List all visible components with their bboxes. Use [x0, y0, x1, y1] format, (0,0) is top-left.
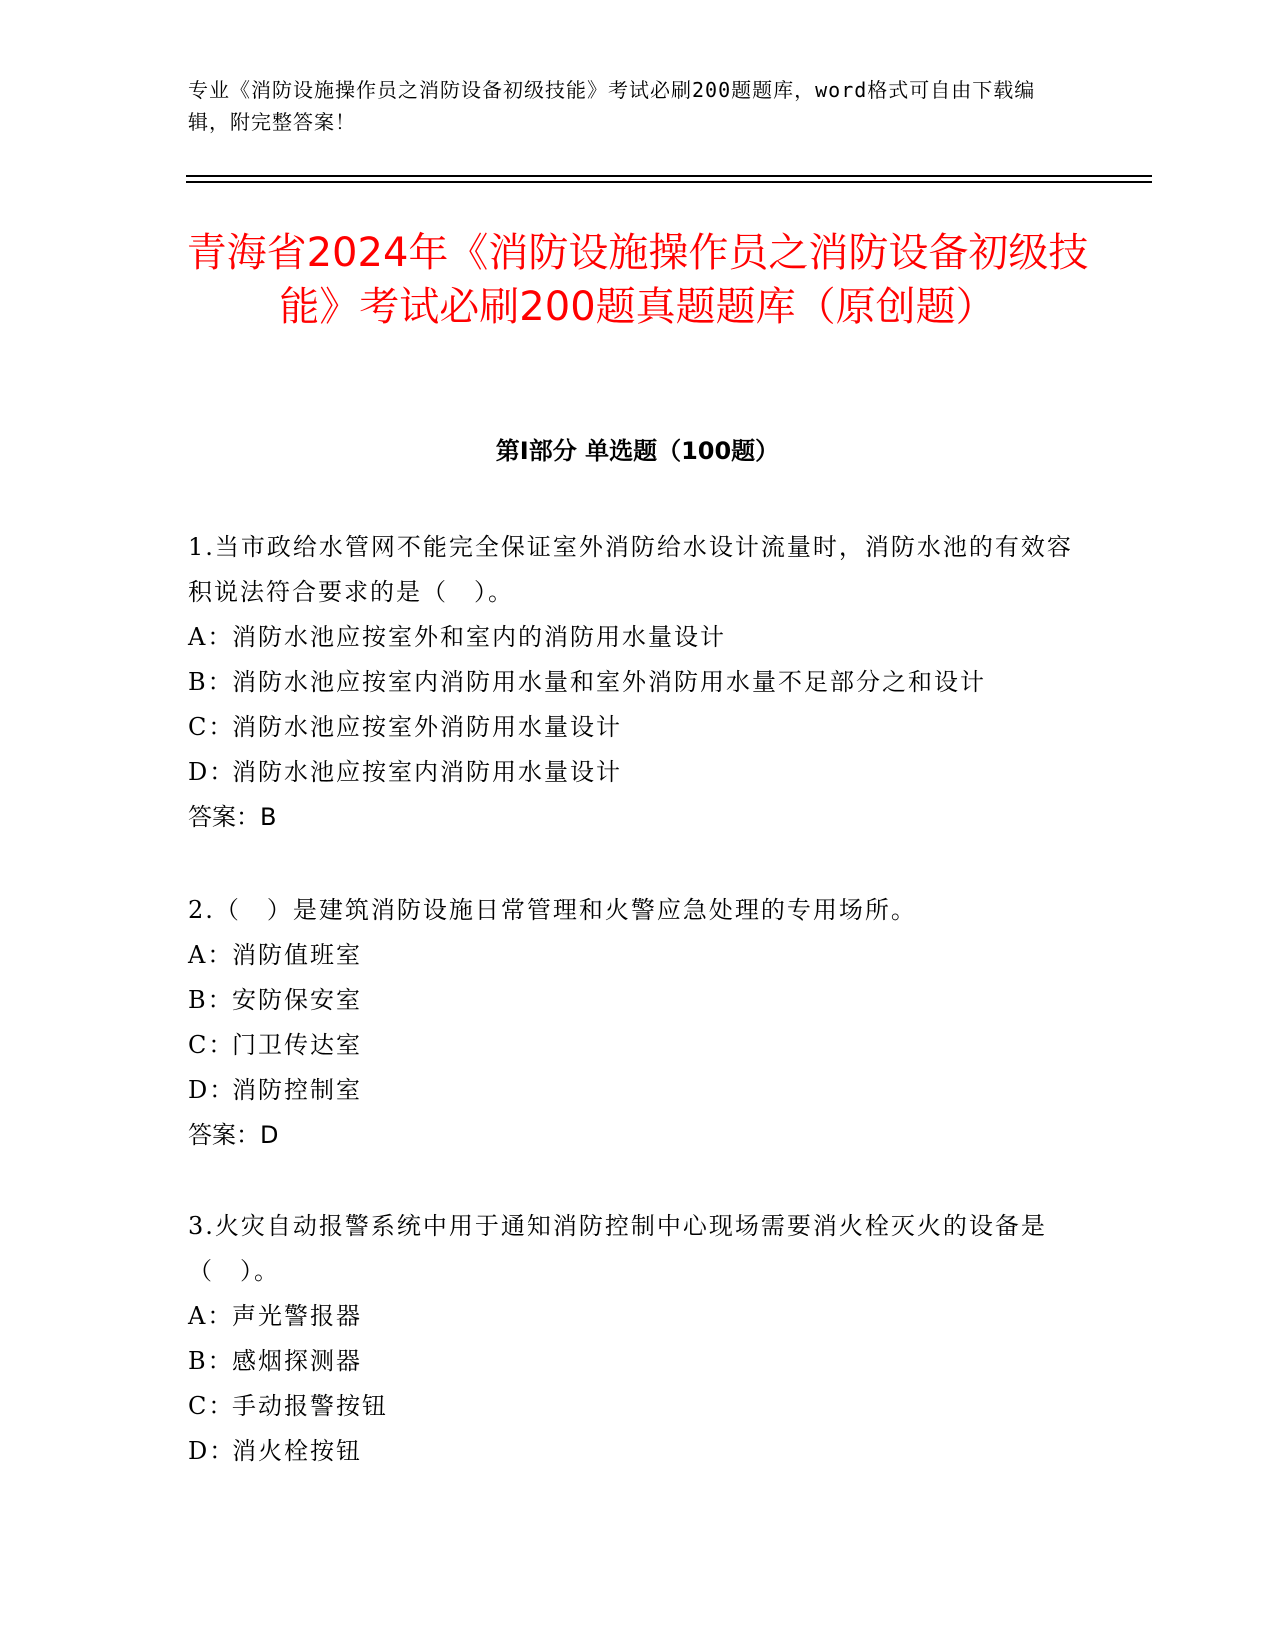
option-text: 门卫传达室 [232, 1031, 362, 1059]
option-c [188, 705, 1088, 750]
option-d [188, 1429, 1088, 1474]
option-key: A： [188, 623, 234, 651]
option-a [188, 615, 1088, 660]
option-text: 消火栓按钮 [232, 1437, 362, 1465]
option-key: B： [188, 668, 234, 696]
option-key: C： [188, 1392, 235, 1420]
option-d [188, 750, 1088, 795]
answer: 答案：B [188, 803, 277, 831]
option-d [188, 1068, 1088, 1113]
option-b [188, 978, 1088, 1023]
option-key: D： [188, 1076, 236, 1104]
header-divider-bottom [186, 181, 1152, 183]
option-text: 消防水池应按室外消防用水量设计 [232, 713, 622, 741]
option-text: 感烟探测器 [232, 1347, 362, 1375]
option-key: C： [188, 1031, 235, 1059]
option-c [188, 1023, 1088, 1068]
question-2 [188, 888, 1088, 1158]
option-text: 消防控制室 [232, 1076, 362, 1104]
question-1 [188, 525, 1088, 840]
option-text: 声光警报器 [232, 1302, 362, 1330]
option-a [188, 933, 1088, 978]
option-text: 消防水池应按室内消防用水量设计 [232, 758, 622, 786]
option-b [188, 1339, 1088, 1384]
section-heading: 第Ⅰ部分 单选题（100题） [495, 437, 780, 465]
question-stem: 1.当市政给水管网不能完全保证室外消防给水设计流量时，消防水池的有效容积说法符合要求的是（ ）。 [188, 533, 1073, 606]
answer: 答案：D [188, 1121, 279, 1149]
question-stem: 2.（ ）是建筑消防设施日常管理和火警应急处理的专用场所。 [188, 896, 917, 924]
option-text: 消防水池应按室内消防用水量和室外消防用水量不足部分之和设计 [232, 668, 986, 696]
option-c [188, 1384, 1088, 1429]
option-text: 消防水池应按室外和室内的消防用水量设计 [232, 623, 726, 651]
header-divider-top [186, 175, 1152, 177]
question-3 [188, 1204, 1088, 1474]
header-note: 专业《消防设施操作员之消防设备初级技能》考试必刷200题题库，word格式可自由下载编辑，附完整答案！ [188, 78, 1036, 134]
option-text: 消防值班室 [232, 941, 362, 969]
option-key: C： [188, 713, 235, 741]
option-a [188, 1294, 1088, 1339]
option-key: A： [188, 1302, 234, 1330]
option-key: B： [188, 1347, 234, 1375]
document-title: 青海省2024年《消防设施操作员之消防设备初级技能》考试必刷200题真题题库（原创题） [186, 230, 1089, 330]
question-stem: 3.火灾自动报警系统中用于通知消防控制中心现场需要消火栓灭火的设备是（ ）。 [188, 1212, 1047, 1285]
option-key: D： [188, 1437, 236, 1465]
option-text: 手动报警按钮 [232, 1392, 388, 1420]
option-key: B： [188, 986, 234, 1014]
option-b [188, 660, 1088, 705]
option-key: A： [188, 941, 234, 969]
option-key: D： [188, 758, 236, 786]
option-text: 安防保安室 [232, 986, 362, 1014]
